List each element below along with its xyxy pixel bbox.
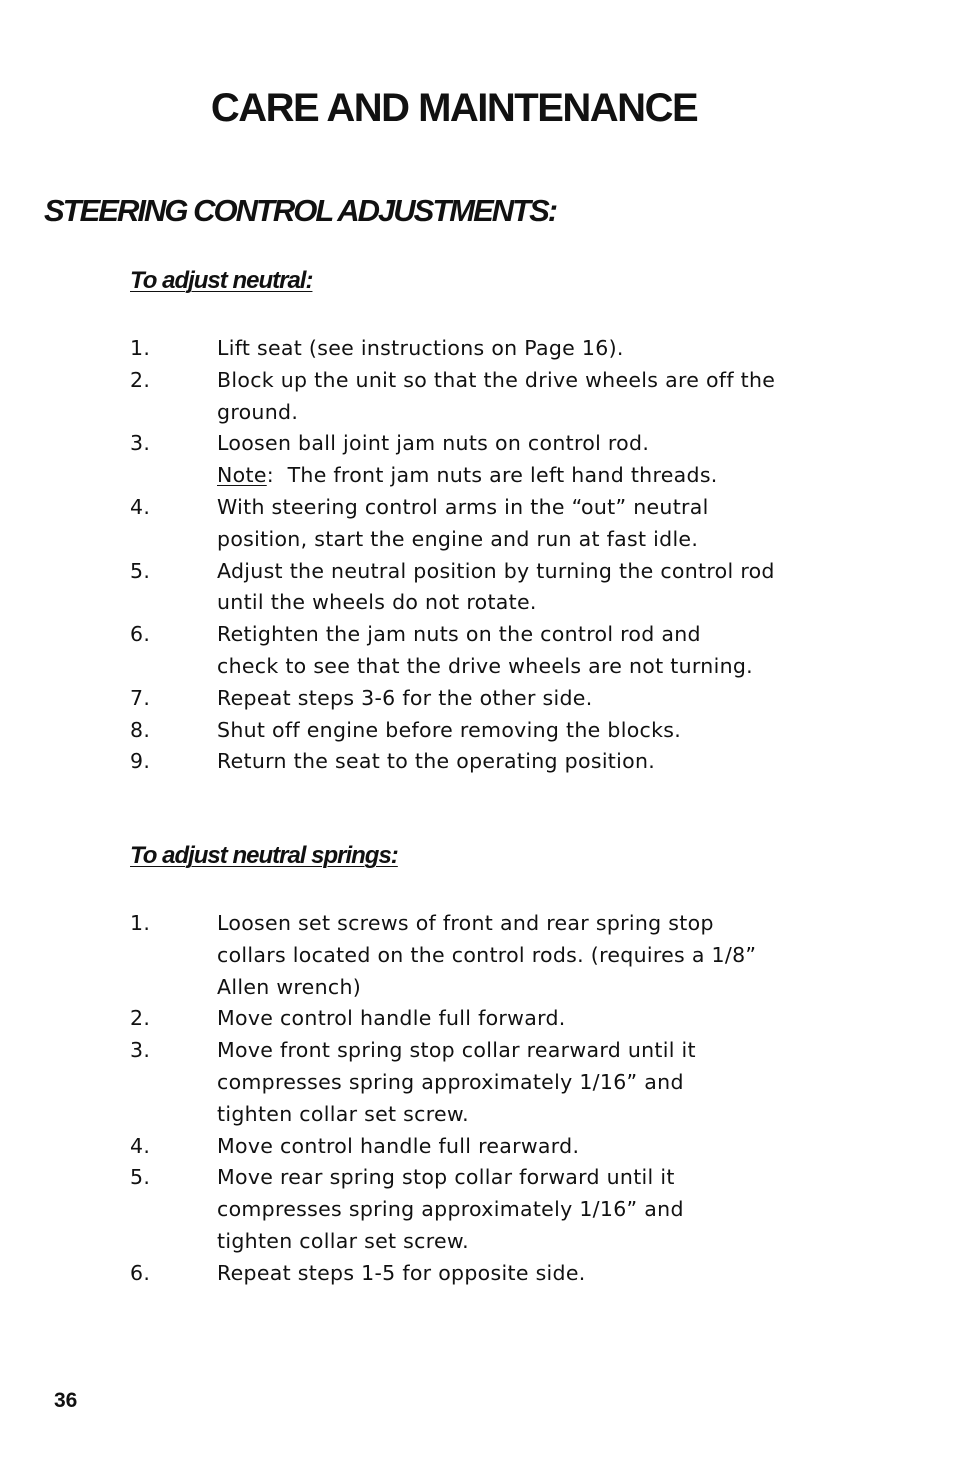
step-number: 8.: [130, 717, 151, 742]
springs-step-3: [130, 1035, 820, 1130]
step-number: 7.: [130, 685, 151, 710]
page-title: CARE AND MAINTENANCE: [210, 86, 698, 130]
step-text: Move front spring stop collar rearward until it compresses spring approximately 1/16” and tighten collar set screw.: [217, 1038, 696, 1126]
step-text: Retighten the jam nuts on the control rod and check to see that the drive wheels are not turning.: [217, 622, 753, 678]
springs-step-4: [130, 1131, 820, 1163]
neutral-step-6: [130, 619, 820, 683]
neutral-step-7: [130, 683, 820, 715]
section-title: STEERING CONTROL ADJUSTMENTS:: [44, 193, 557, 228]
step-number: 6.: [130, 622, 151, 647]
neutral-step-9: [130, 746, 820, 778]
step-text: Move control handle full forward.: [217, 1006, 566, 1031]
step-text: Shut off engine before removing the blocks.: [217, 717, 682, 742]
step-text: Move control handle full rearward.: [217, 1133, 580, 1158]
step-text: Return the seat to the operating position.: [217, 749, 656, 774]
neutral-step-1: [130, 333, 820, 365]
neutral-step-3: [130, 428, 820, 492]
note-text: : The front jam nuts are left hand threads.: [266, 463, 718, 488]
step-number: 9.: [130, 749, 151, 774]
step-text: Loosen ball joint jam nuts on control rod.: [217, 431, 650, 456]
springs-step-5: [130, 1162, 820, 1257]
neutral-step-2: [130, 365, 820, 429]
step-number: 5.: [130, 1165, 151, 1190]
neutral-step-4: [130, 492, 820, 556]
note-label: Note: [217, 463, 267, 488]
springs-steps-list: [130, 908, 820, 1290]
step-number: 3.: [130, 1038, 151, 1063]
step-text: Lift seat (see instructions on Page 16).: [217, 336, 624, 360]
springs-step-6: [130, 1258, 820, 1290]
step-number: 2.: [130, 367, 151, 392]
step-text: Loosen set screws of front and rear spring stop collars located on the control rods. (requires a 1/8” Allen wrench): [217, 911, 757, 999]
step-number: 4.: [130, 1133, 151, 1158]
step-number: 1.: [130, 911, 151, 935]
neutral-step-8: [130, 715, 820, 747]
page-number: 36: [54, 1389, 78, 1412]
step-number: 3.: [130, 431, 151, 456]
neutral-step-5: [130, 556, 820, 620]
step-number: 5.: [130, 558, 151, 583]
step-note: [217, 460, 820, 492]
step-text: Repeat steps 1-5 for opposite side.: [217, 1260, 586, 1285]
step-text: Repeat steps 3-6 for the other side.: [217, 685, 593, 710]
neutral-steps-list: [130, 333, 820, 778]
step-text: With steering control arms in the “out” neutral position, start the engine and run at fast idle.: [217, 494, 709, 551]
springs-subsection-title: To adjust neutral springs:: [130, 842, 398, 869]
neutral-subsection-title: To adjust neutral:: [130, 267, 313, 294]
step-text: Block up the unit so that the drive wheels are off the ground.: [217, 367, 776, 424]
step-number: 4.: [130, 494, 151, 519]
step-number: 1.: [130, 336, 151, 360]
step-number: 2.: [130, 1006, 151, 1031]
springs-step-2: [130, 1003, 820, 1035]
step-text: Move rear spring stop collar forward until it compresses spring approximately 1/16” and tighten collar set screw.: [217, 1165, 684, 1253]
springs-step-1: [130, 908, 820, 1003]
step-number: 6.: [130, 1260, 151, 1285]
step-text: Adjust the neutral position by turning the control rod until the wheels do not rotate.: [217, 558, 775, 615]
